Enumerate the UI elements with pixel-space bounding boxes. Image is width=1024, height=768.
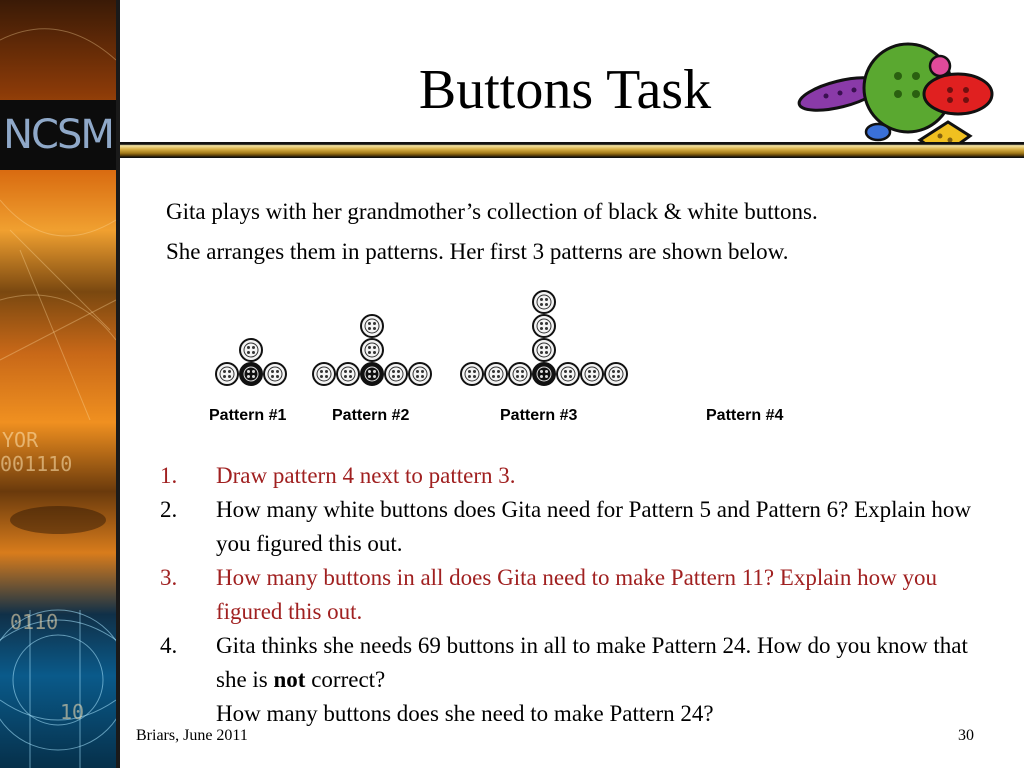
- question-emphasis: not: [273, 667, 306, 692]
- intro-paragraph: [166, 192, 996, 272]
- question-number: 3.: [160, 565, 178, 590]
- blue-button-icon: [866, 124, 890, 140]
- white-button: [240, 339, 262, 361]
- pink-button-icon: [930, 56, 950, 76]
- question-number: 4.: [160, 633, 178, 658]
- sidebar-divider: [116, 0, 120, 768]
- sidebar-texture-text: YOR: [2, 428, 39, 452]
- white-button: [409, 363, 431, 385]
- intro-line: Gita plays with her grandmother’s collection of black & white buttons.: [166, 199, 818, 224]
- footer-author-date: Briars, June 2011: [136, 727, 248, 744]
- black-button: [533, 363, 555, 385]
- question-item: [160, 493, 980, 561]
- pattern-label: Pattern #4: [706, 407, 784, 424]
- sidebar-texture-text: 10: [60, 700, 85, 724]
- button-patterns-figure: [200, 282, 640, 392]
- white-button: [385, 363, 407, 385]
- white-button: [361, 315, 383, 337]
- white-button: [509, 363, 531, 385]
- sidebar-texture-text: 0110: [10, 610, 59, 634]
- question-text: correct?: [305, 667, 386, 692]
- red-button-icon: [924, 74, 992, 114]
- question-item: [160, 459, 980, 493]
- question-text: How many buttons in all does Gita need to make Pattern 11? Explain how you figured this out.: [216, 565, 937, 624]
- page-number: 30: [958, 727, 974, 744]
- ncsm-logo: [0, 100, 116, 170]
- title-underline-bar: [120, 142, 1024, 158]
- sidebar-texture-text: 001110: [0, 452, 73, 476]
- white-button: [216, 363, 238, 385]
- question-text: Draw pattern 4 next to pattern 3.: [216, 463, 516, 488]
- question-text: How many buttons does she need to make Pattern 24?: [216, 701, 714, 726]
- question-list: [160, 459, 980, 731]
- question-item: [160, 629, 980, 731]
- white-button: [361, 339, 383, 361]
- white-button: [461, 363, 483, 385]
- pattern-label: Pattern #1: [209, 407, 287, 424]
- intro-line: She arranges them in patterns. Her first 3 patterns are shown below.: [166, 239, 789, 264]
- decorative-sidebar: [0, 0, 116, 768]
- white-button: [557, 363, 579, 385]
- question-text: Gita thinks she needs 69 buttons in all to make Pattern 24. How do you know that she is: [216, 633, 968, 692]
- white-button: [581, 363, 603, 385]
- pattern-label: Pattern #3: [500, 407, 578, 424]
- pattern-label: Pattern #2: [332, 407, 410, 424]
- white-button: [264, 363, 286, 385]
- white-button: [533, 339, 555, 361]
- slide-title: Buttons Task: [418, 59, 712, 121]
- white-button: [485, 363, 507, 385]
- logo-text: NCSM: [3, 112, 113, 158]
- question-text: How many white buttons does Gita need for Pattern 5 and Pattern 6? Explain how you figured this out.: [216, 497, 972, 556]
- black-button: [240, 363, 262, 385]
- black-button: [361, 363, 383, 385]
- question-number: 1.: [160, 463, 178, 488]
- white-button: [533, 315, 555, 337]
- question-item: [160, 561, 980, 629]
- white-button: [605, 363, 627, 385]
- eye-shape: [10, 506, 106, 534]
- question-number: 2.: [160, 497, 178, 522]
- white-button: [313, 363, 335, 385]
- white-button: [533, 291, 555, 313]
- white-button: [337, 363, 359, 385]
